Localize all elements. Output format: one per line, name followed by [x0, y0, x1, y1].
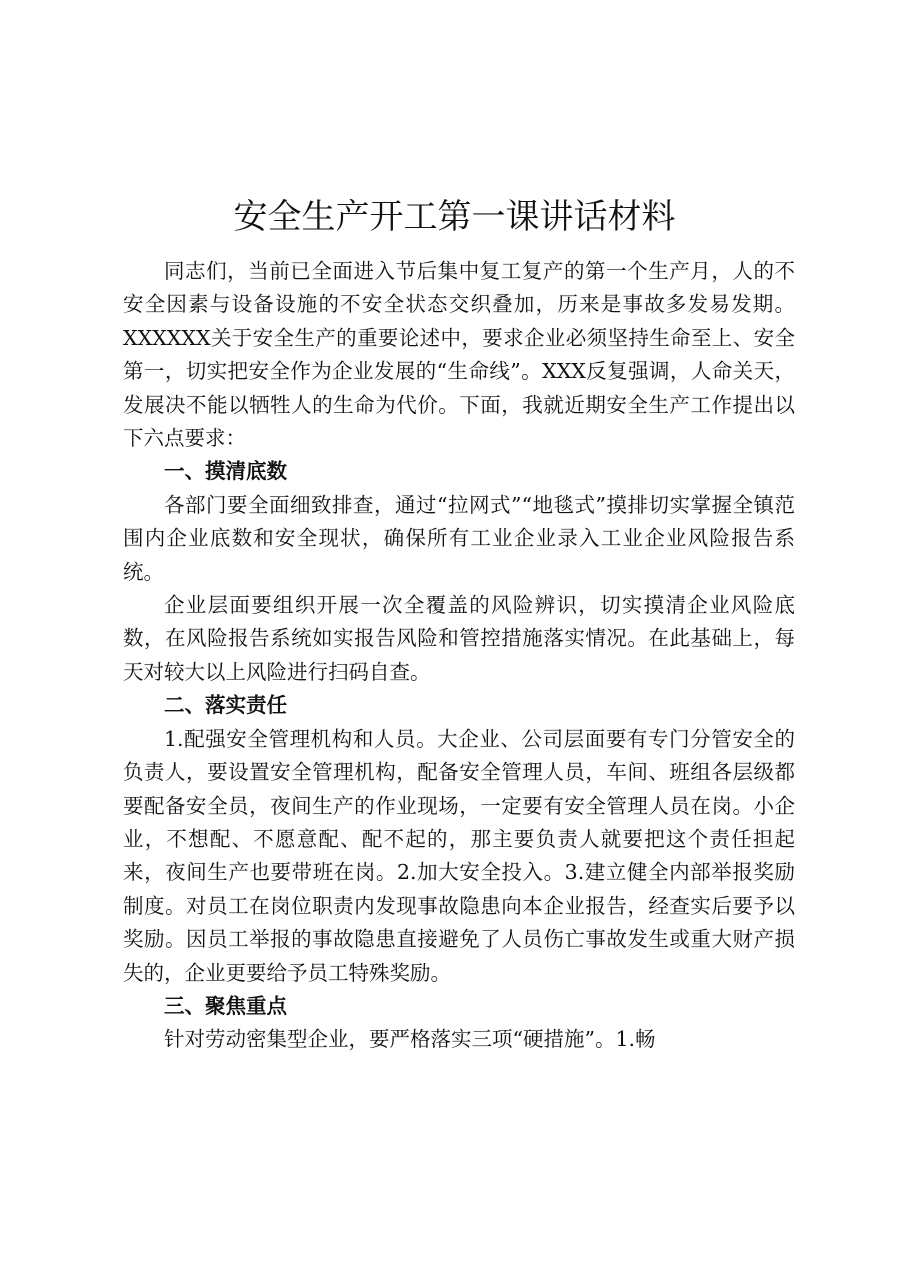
paragraph-2: 1.配强安全管理机构和人员。大企业、公司层面要有专门分管安全的负责人，要设置安全管理机构，配备安全管理人员，车间、班组各层级都要配备安全员，夜间生产的作业现场，一定要有安全管理人员在岗。小企业，不想配、不愿意配、配不起的，那主要负责人就要把这个责任担起来，夜间生产也要带班在岗。2.加大安全投入。3.建立健全内部举报奖励制度。对员工在岗位职责内发现事故隐患向本企业报告，经查实后要予以奖励。因员工举报的事故隐患直接避免了人员伤亡事故发生或重大财产损失的，企业更要给予员工特殊奖励。	[123, 726, 795, 985]
paragraph-1a: 各部门要全面细致排查，通过“拉网式”“地毯式”摸排切实掌握全镇范围内企业底数和安全现状，确保所有工业企业录入工业企业风险报告系统。	[123, 492, 795, 584]
paragraph-1b: 企业层面要组织开展一次全覆盖的风险辨识，切实摸清企业风险底数，在风险报告系统如实报告风险和管控措施落实情况。在此基础上，每天对较大以上风险进行扫码自查。	[123, 593, 795, 684]
document-title: 安全生产开工第一课讲话材料	[233, 197, 676, 237]
section-heading-1: 一、摸清底数	[164, 459, 287, 484]
section-heading-3: 三、聚焦重点	[164, 993, 287, 1018]
paragraph-3: 针对劳动密集型企业，要严格落实三项“硬措施”。1.畅	[164, 1027, 656, 1052]
paragraph-intro: 同志们，当前已全面进入节后集中复工复产的第一个生产月，人的不安全因素与设备设施的不安全状态交织叠加，历来是事故多发易发期。XXXXXX关于安全生产的重要论述中，要求企业必须坚持生命至上、安全第一，切实把安全作为企业发展的“生命线”。XXX反复强调，人命关天，发展决不能以牺牲人的生命为代价。下面，我就近期安全生产工作提出以下六点要求：	[123, 259, 795, 451]
section-heading-2: 二、落实责任	[164, 693, 287, 718]
document-body	[123, 255, 795, 1057]
